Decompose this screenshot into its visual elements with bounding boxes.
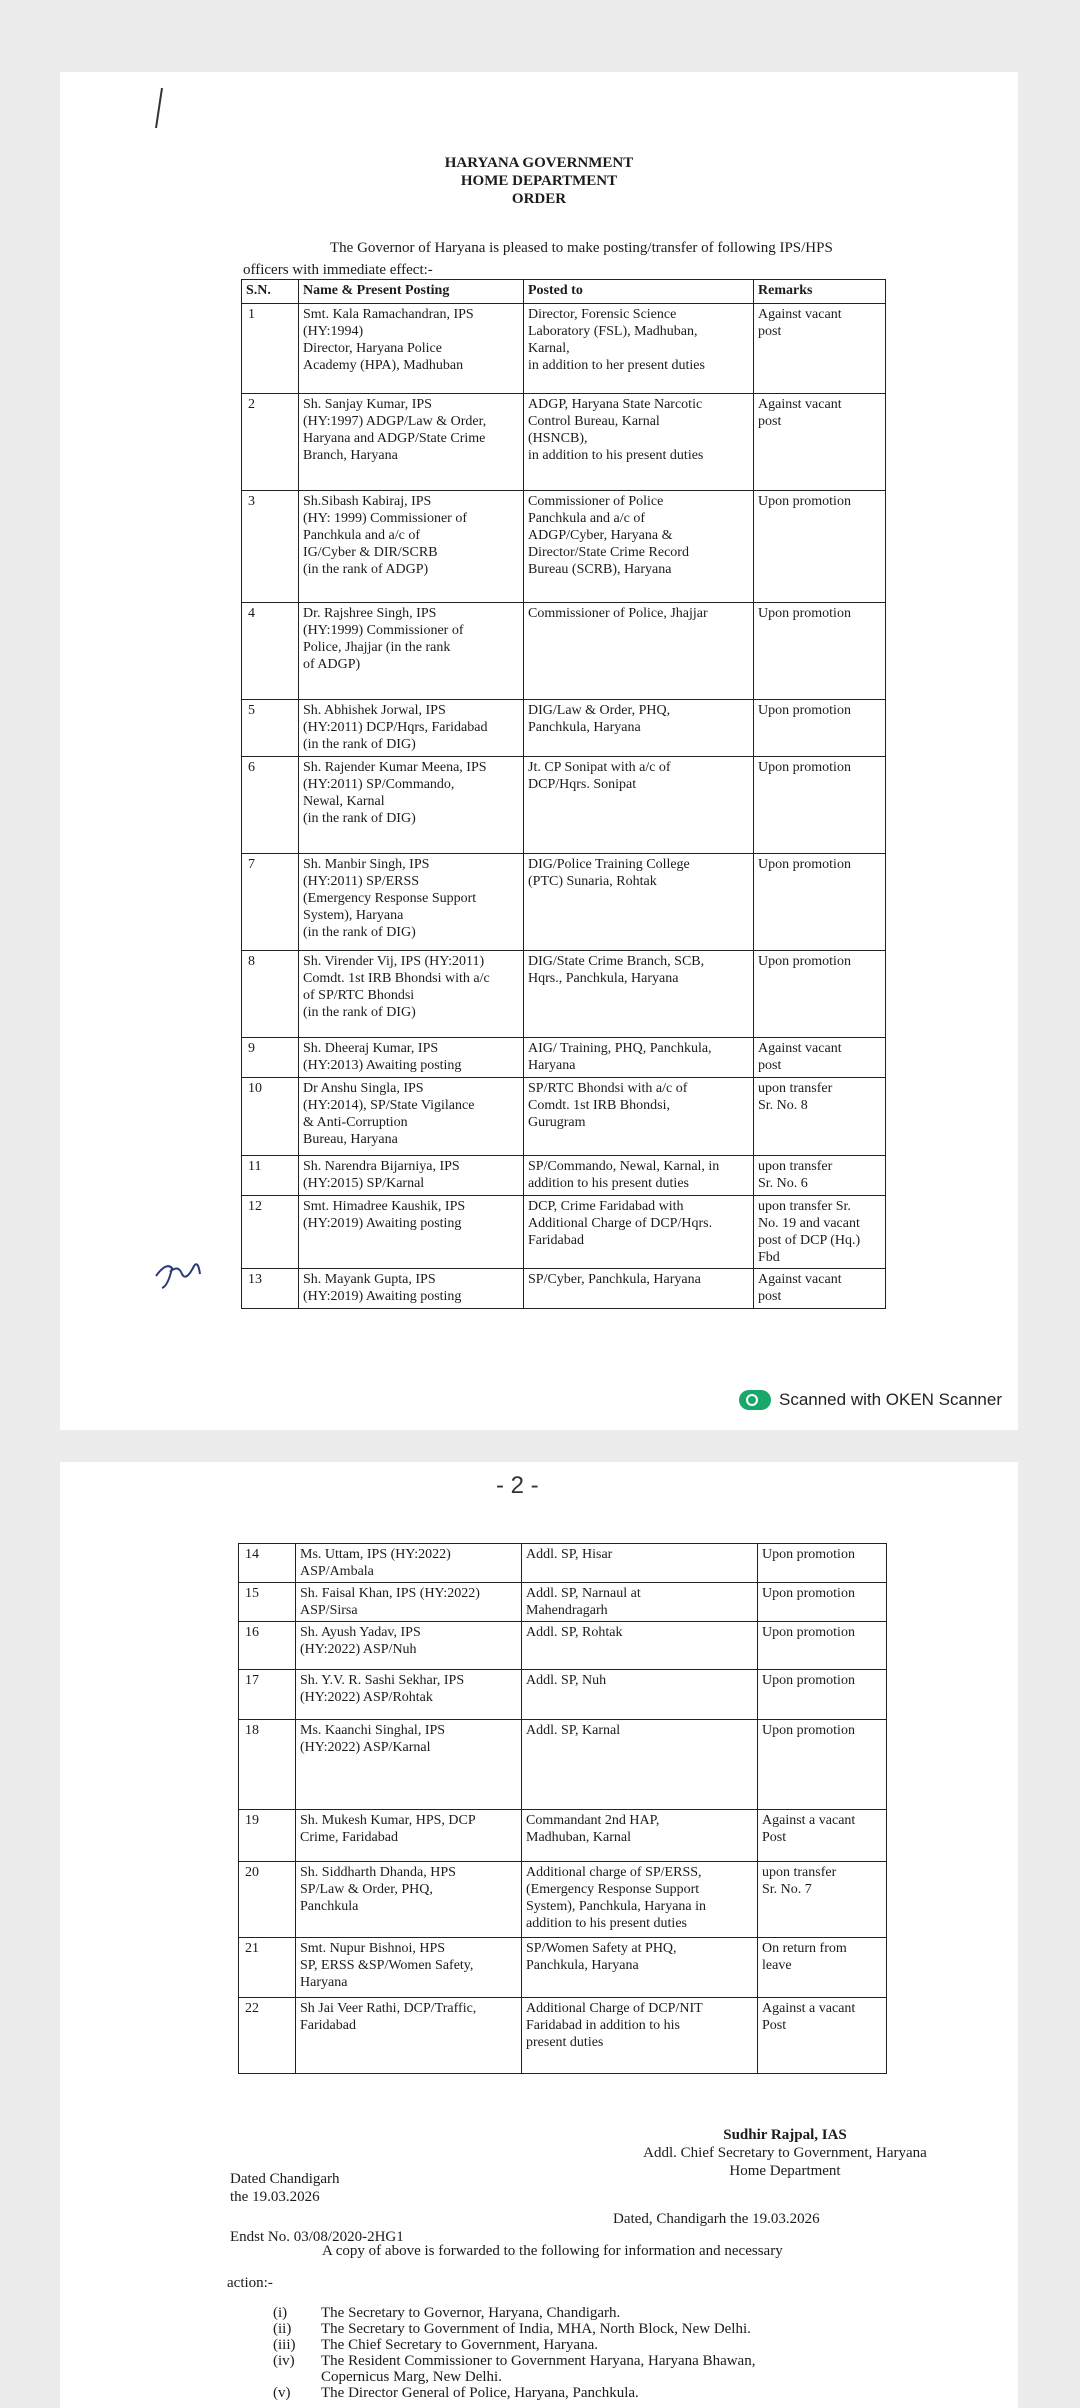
- dated-date: the 19.03.2026: [230, 2189, 320, 2205]
- cell-name: Dr. Rajshree Singh, IPS (HY:1999) Commissioner of Police, Jhajjar (in the rank of ADGP): [299, 603, 524, 700]
- cell-sn: 19: [239, 1810, 296, 1862]
- table-row: [242, 491, 886, 603]
- cell-posted: DIG/Law & Order, PHQ, Panchkula, Haryana: [524, 700, 754, 757]
- cell-posted: Commandant 2nd HAP, Madhuban, Karnal: [522, 1810, 758, 1862]
- cell-sn: 20: [239, 1862, 296, 1938]
- cell-name: Sh. Virender Vij, IPS (HY:2011) Comdt. 1st IRB Bhondsi with a/c of SP/RTC Bhondsi (in the rank of DIG): [299, 951, 524, 1038]
- cell-posted: Addl. SP, Narnaul at Mahendragarh: [522, 1583, 758, 1622]
- cell-name: Sh. Mukesh Kumar, HPS, DCP Crime, Faridabad: [296, 1810, 522, 1862]
- list-item: [273, 2305, 755, 2321]
- recipient-index: (v): [273, 2385, 291, 2401]
- cell-remarks: upon transfer Sr. No. 7: [758, 1862, 887, 1938]
- signatory-name: Sudhir Rajpal, IAS: [723, 2127, 847, 2143]
- table-row: [242, 700, 886, 757]
- cell-remarks: upon transfer Sr. No. 8: [754, 1078, 886, 1156]
- recipient-text: The Secretary to Governor, Haryana, Chandigarh.: [321, 2305, 621, 2321]
- recipient-index: (iii): [273, 2337, 296, 2353]
- cell-sn: 16: [239, 1622, 296, 1670]
- header-sn: S.N.: [242, 280, 299, 304]
- cell-sn: 2: [242, 394, 299, 491]
- heading-department: HOME DEPARTMENT: [460, 173, 618, 189]
- cell-posted: ADGP, Haryana State Narcotic Control Bureau, Karnal (HSNCB), in addition to his present duties: [524, 394, 754, 491]
- table-row: [242, 1156, 886, 1196]
- signatory-title: Addl. Chief Secretary to Government, Haryana: [643, 2145, 927, 2161]
- cell-posted: DIG/State Crime Branch, SCB, Hqrs., Panchkula, Haryana: [524, 951, 754, 1038]
- cell-name: Sh. Abhishek Jorwal, IPS (HY:2011) DCP/Hqrs, Faridabad (in the rank of DIG): [299, 700, 524, 757]
- table-row: [242, 854, 886, 951]
- cell-posted: Additional Charge of DCP/NIT Faridabad in addition to his present duties: [522, 1998, 758, 2074]
- table-row: [242, 1078, 886, 1156]
- cell-posted: Addl. SP, Karnal: [522, 1720, 758, 1810]
- cell-name: Sh. Dheeraj Kumar, IPS (HY:2013) Awaiting posting: [299, 1038, 524, 1078]
- cell-posted: Addl. SP, Nuh: [522, 1670, 758, 1720]
- page-number: - 2 -: [496, 1472, 539, 1499]
- recipient-index: (iv): [273, 2353, 295, 2369]
- initials-signature-mark: [152, 1252, 204, 1292]
- cell-name: Smt. Kala Ramachandran, IPS (HY:1994) Director, Haryana Police Academy (HPA), Madhuban: [299, 304, 524, 394]
- cell-remarks: Upon promotion: [754, 757, 886, 854]
- table-row: [239, 1622, 887, 1670]
- cell-name: Sh. Y.V. R. Sashi Sekhar, IPS (HY:2022) ASP/Rohtak: [296, 1670, 522, 1720]
- recipient-text: The Resident Commissioner to Government Haryana, Haryana Bhawan,: [321, 2353, 756, 2369]
- cell-remarks: Against a vacant Post: [758, 1810, 887, 1862]
- list-item: [273, 2353, 755, 2369]
- cell-name: Sh. Manbir Singh, IPS (HY:2011) SP/ERSS (Emergency Response Support System), Haryana (in the rank of DIG): [299, 854, 524, 951]
- cell-name: Sh. Rajender Kumar Meena, IPS (HY:2011) SP/Commando, Newal, Karnal (in the rank of DIG): [299, 757, 524, 854]
- cell-sn: 8: [242, 951, 299, 1038]
- cell-posted: SP/Women Safety at PHQ, Panchkula, Haryana: [522, 1938, 758, 1998]
- cell-name: Sh. Ayush Yadav, IPS (HY:2022) ASP/Nuh: [296, 1622, 522, 1670]
- cell-remarks: Against vacant post: [754, 394, 886, 491]
- cell-posted: DIG/Police Training College (PTC) Sunaria, Rohtak: [524, 854, 754, 951]
- cell-remarks: Upon promotion: [758, 1670, 887, 1720]
- cell-sn: 21: [239, 1938, 296, 1998]
- document-page-1: [60, 72, 1018, 1430]
- cell-name: Dr Anshu Singla, IPS (HY:2014), SP/State Vigilance & Anti-Corruption Bureau, Haryana: [299, 1078, 524, 1156]
- cell-remarks: Against vacant post: [754, 1038, 886, 1078]
- table-row: [239, 1998, 887, 2074]
- cell-name: Sh.Sibash Kabiraj, IPS (HY: 1999) Commissioner of Panchkula and a/c of IG/Cyber & DIR/SCRB (in the rank of ADGP): [299, 491, 524, 603]
- cell-posted: SP/Cyber, Panchkula, Haryana: [524, 1269, 754, 1309]
- cell-posted: Commissioner of Police Panchkula and a/c of ADGP/Cyber, Haryana & Director/State Crime Record Bureau (SCRB), Haryana: [524, 491, 754, 603]
- endorsement-number: Endst No. 03/08/2020-2HG1: [230, 2229, 404, 2245]
- table-row: [239, 1544, 887, 1583]
- cell-remarks: On return from leave: [758, 1938, 887, 1998]
- recipients-list: [273, 2305, 755, 2401]
- header-posted: Posted to: [524, 280, 754, 304]
- dated-place: Dated Chandigarh: [230, 2171, 340, 2187]
- recipient-text: The Secretary to Government of India, MHA, North Block, New Delhi.: [321, 2321, 751, 2337]
- cell-sn: 10: [242, 1078, 299, 1156]
- cell-name: Sh. Siddharth Dhanda, HPS SP/Law & Order, PHQ, Panchkula: [296, 1862, 522, 1938]
- cell-sn: 17: [239, 1670, 296, 1720]
- cell-name: Smt. Himadree Kaushik, IPS (HY:2019) Awaiting posting: [299, 1196, 524, 1269]
- cell-name: Sh. Narendra Bijarniya, IPS (HY:2015) SP/Karnal: [299, 1156, 524, 1196]
- recipient-text: Copernicus Marg, New Delhi.: [321, 2369, 502, 2385]
- pen-stroke-mark: [150, 84, 170, 134]
- table-header-row: [242, 280, 886, 304]
- cell-sn: 6: [242, 757, 299, 854]
- cell-remarks: Upon promotion: [754, 491, 886, 603]
- signature-block: [580, 2126, 990, 2180]
- cell-remarks: Upon promotion: [758, 1720, 887, 1810]
- cell-posted: Addl. SP, Hisar: [522, 1544, 758, 1583]
- cell-remarks: Against a vacant Post: [758, 1998, 887, 2074]
- cell-sn: 13: [242, 1269, 299, 1309]
- table-row: [239, 1938, 887, 1998]
- cell-remarks: Upon promotion: [758, 1622, 887, 1670]
- list-item: [273, 2385, 755, 2401]
- cell-posted: Addl. SP, Rohtak: [522, 1622, 758, 1670]
- cell-name: Sh. Sanjay Kumar, IPS (HY:1997) ADGP/Law & Order, Haryana and ADGP/State Crime Branch, Haryana: [299, 394, 524, 491]
- header-remarks: Remarks: [754, 280, 886, 304]
- table-row: [239, 1810, 887, 1862]
- cell-remarks: Upon promotion: [754, 700, 886, 757]
- cell-remarks: Upon promotion: [754, 603, 886, 700]
- table-row: [242, 394, 886, 491]
- cell-remarks: Upon promotion: [758, 1583, 887, 1622]
- cell-name: Sh Jai Veer Rathi, DCP/Traffic, Faridabad: [296, 1998, 522, 2074]
- table-row: [242, 951, 886, 1038]
- cell-posted: AIG/ Training, PHQ, Panchkula, Haryana: [524, 1038, 754, 1078]
- recipient-text: The Chief Secretary to Government, Haryana.: [321, 2337, 598, 2353]
- recipient-index: [273, 2369, 321, 2385]
- table-row: [239, 1720, 887, 1810]
- scanner-logo-icon: [739, 1390, 771, 1410]
- recipient-index: (ii): [273, 2321, 292, 2337]
- intro-line-2: officers with immediate effect:-: [243, 262, 433, 278]
- cell-sn: 15: [239, 1583, 296, 1622]
- recipient-text: The Director General of Police, Haryana, Panchkula.: [321, 2385, 639, 2401]
- cell-sn: 9: [242, 1038, 299, 1078]
- signatory-department: Home Department: [729, 2163, 841, 2179]
- posting-table-page-1: [241, 279, 886, 1309]
- endorsement-dated: Dated, Chandigarh the 19.03.2026: [613, 2211, 820, 2227]
- cell-sn: 18: [239, 1720, 296, 1810]
- list-item: [273, 2369, 755, 2385]
- table-row: [239, 1583, 887, 1622]
- cell-name: Ms. Uttam, IPS (HY:2022) ASP/Ambala: [296, 1544, 522, 1583]
- cell-remarks: Upon promotion: [754, 854, 886, 951]
- table-row: [242, 757, 886, 854]
- scanner-label: Scanned with OKEN Scanner: [778, 1390, 1002, 1409]
- table-row: [242, 1196, 886, 1269]
- table-row: [242, 304, 886, 394]
- cell-name: Sh. Mayank Gupta, IPS (HY:2019) Awaiting posting: [299, 1269, 524, 1309]
- cell-name: Sh. Faisal Khan, IPS (HY:2022) ASP/Sirsa: [296, 1583, 522, 1622]
- cell-posted: SP/Commando, Newal, Karnal, in addition to his present duties: [524, 1156, 754, 1196]
- cell-posted: Additional charge of SP/ERSS, (Emergency Response Support System), Panchkula, Haryana in addition to his present duties: [522, 1862, 758, 1938]
- cell-name: Smt. Nupur Bishnoi, HPS SP, ERSS &SP/Women Safety, Haryana: [296, 1938, 522, 1998]
- copy-forward-line-2: action:-: [227, 2275, 273, 2291]
- cell-sn: 1: [242, 304, 299, 394]
- document-page-2: [60, 1462, 1018, 2408]
- table-row: [239, 1862, 887, 1938]
- table-row: [242, 603, 886, 700]
- table-row: [242, 1269, 886, 1309]
- cell-posted: Jt. CP Sonipat with a/c of DCP/Hqrs. Sonipat: [524, 757, 754, 854]
- cell-sn: 7: [242, 854, 299, 951]
- cell-sn: 12: [242, 1196, 299, 1269]
- cell-remarks: Against vacant post: [754, 1269, 886, 1309]
- recipient-index: (i): [273, 2305, 288, 2321]
- cell-sn: 4: [242, 603, 299, 700]
- table-row: [242, 1038, 886, 1078]
- heading-government: HARYANA GOVERNMENT: [444, 155, 634, 171]
- cell-posted: Commissioner of Police, Jhajjar: [524, 603, 754, 700]
- cell-sn: 3: [242, 491, 299, 603]
- scanner-watermark: [739, 1390, 1002, 1410]
- header-name: Name & Present Posting: [299, 280, 524, 304]
- list-item: [273, 2337, 755, 2353]
- list-item: [273, 2321, 755, 2337]
- cell-remarks: Upon promotion: [754, 951, 886, 1038]
- cell-sn: 14: [239, 1544, 296, 1583]
- intro-line-1: The Governor of Haryana is pleased to make posting/transfer of following IPS/HPS: [330, 240, 833, 256]
- cell-remarks: Upon promotion: [758, 1544, 887, 1583]
- cell-posted: SP/RTC Bhondsi with a/c of Comdt. 1st IRB Bhondsi, Gurugram: [524, 1078, 754, 1156]
- cell-sn: 11: [242, 1156, 299, 1196]
- table-row: [239, 1670, 887, 1720]
- cell-posted: DCP, Crime Faridabad with Additional Charge of DCP/Hqrs. Faridabad: [524, 1196, 754, 1269]
- cell-sn: 22: [239, 1998, 296, 2074]
- cell-remarks: upon transfer Sr. No. 19 and vacant post of DCP (Hq.) Fbd: [754, 1196, 886, 1269]
- heading-order: ORDER: [511, 191, 567, 207]
- cell-remarks: upon transfer Sr. No. 6: [754, 1156, 886, 1196]
- cell-remarks: Against vacant post: [754, 304, 886, 394]
- cell-sn: 5: [242, 700, 299, 757]
- posting-table-page-2: [238, 1543, 887, 2074]
- copy-forward-line-1: A copy of above is forwarded to the following for information and necessary: [322, 2243, 783, 2259]
- cell-name: Ms. Kaanchi Singhal, IPS (HY:2022) ASP/Karnal: [296, 1720, 522, 1810]
- cell-posted: Director, Forensic Science Laboratory (FSL), Madhuban, Karnal, in addition to her present duties: [524, 304, 754, 394]
